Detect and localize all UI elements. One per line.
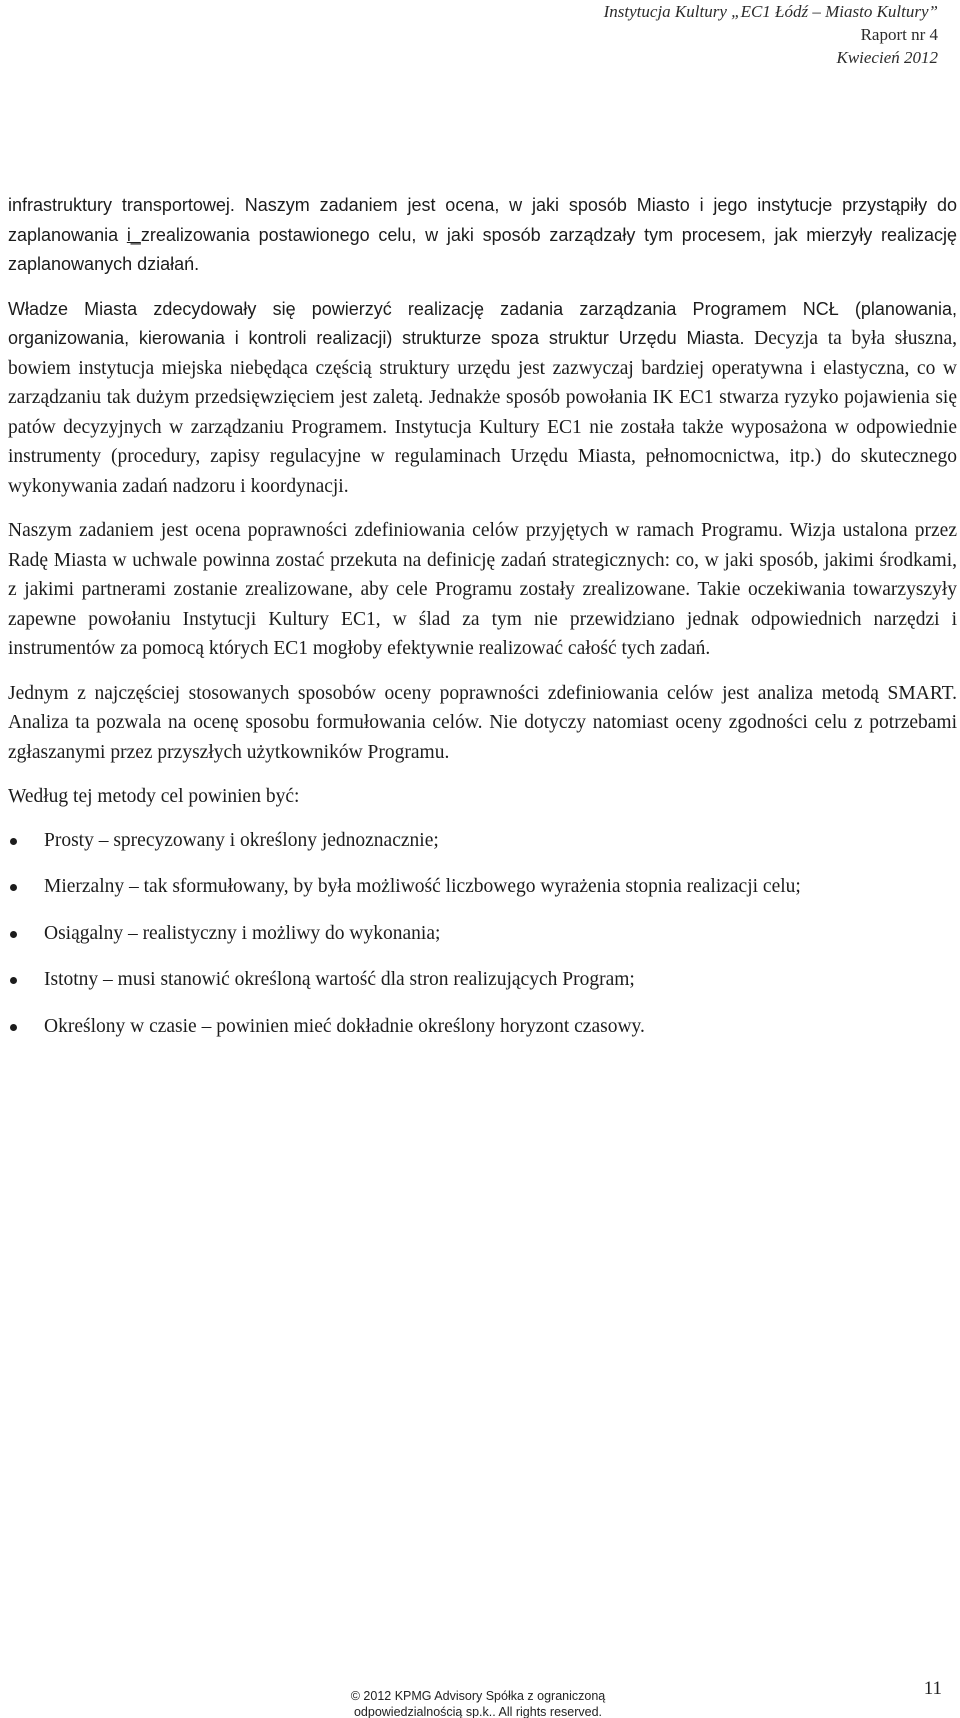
paragraph-1-start: infrastruktury transportowej.: [8, 195, 235, 215]
list-item-text: Osiągalny – realistyczny i możliwy do wykonania;: [44, 922, 441, 944]
paragraph-2: [8, 295, 957, 502]
paragraph-1-end: zrealizowania postawionego celu, w jaki sposób zarządzały tym procesem, jak mierzyły realizację zaplanowanych działań.: [8, 224, 958, 274]
page-number: 11: [923, 1678, 942, 1699]
paragraph-1-underlined: i_: [126, 224, 141, 245]
bullet-icon: [10, 931, 17, 938]
paragraph-1: [8, 191, 957, 280]
list-item-text: Mierzalny – tak sformułowany, by była możliwość liczbowego wyrażenia stopnia realizacji celu;: [44, 876, 801, 897]
main-text: [8, 191, 957, 1058]
paragraph-5: Według tej metody cel powinien być:: [8, 786, 300, 807]
paragraph-4: Jednym z najczęściej stosowanych sposobów oceny poprawności zdefiniowania celów jest analiza metodą SMART. Analiza ta pozwala na ocenę sposobu formułowania celów. Nie dotyczy natomiast oceny zgodności celu z potrzebami zgłaszanymi przez przyszłych użytkowników Programu.: [8, 682, 957, 763]
bullet-icon: [10, 838, 17, 845]
footer-copyright: © 2012 KPMG Advisory Spółka z ograniczoną: [350, 1689, 606, 1703]
bullet-icon: [10, 1024, 17, 1031]
header-institution: Instytucja Kultury „EC1 Łódź – Miasto Kultury”: [603, 2, 938, 21]
footer-rights: odpowiedzialnością sp.k.. All rights reserved.: [353, 1705, 603, 1718]
smart-criteria-list: [8, 826, 957, 1042]
list-item: [8, 965, 957, 995]
list-item-text: Określony w czasie – powinien mieć dokładnie określony horyzont czasowy.: [44, 1015, 645, 1037]
list-item-text: Prosty – sprecyzowany i określony jednoznacznie;: [44, 829, 439, 851]
paragraph-2-serif: Decyzja ta była słuszna, bowiem instytucja miejska niebędąca częścią struktury urzędu jest zazwyczaj bardziej operatywna i elastyczna, co w zarządzaniu tak dużym przedsięwzięciem jest zaletą. Jednakże sposób powołania IK EC1 stwarza ryzyko pojawienia się patów decyzyjnych w zarządzaniu Programem. Instytucja Kultury EC1 nie została także wyposażona w odpowiednie instrumenty (procedury, zapisy regulacyjne w regulaminach Urzędu Miasta, pełnomocnictwa, itp.) do skutecznego wykonywania zadań nadzoru i koordynacji.: [8, 328, 958, 497]
list-item-text: Istotny – musi stanowić określoną wartość dla stron realizujących Program;: [44, 969, 635, 990]
paragraph-2-sans: Władze Miasta zdecydowały się powierzyć realizację zadania zarządzania Programem NCŁ (planowania, organizowania, kierowania i kontroli realizacji) strukturze spoza struktur Urzędu Miasta.: [8, 298, 957, 348]
paragraph-3: Naszym zadaniem jest ocena poprawności zdefiniowania celów przyjętych w ramach Programu. Wizja ustalona przez Radę Miasta w uchwale powinna zostać przekuta na definicję zadań strategicznych: co, w jaki sposób, jakimi środkami, z jakimi partnerami zostanie zrealizowane, aby cele Programu zostały zrealizowane. Takie oczekiwania towarzyszyły zapewne powołaniu Instytucji Kultury EC1, w ślad za tym nie przewidziano jednak odpowiednich narzędzi i instrumentów za pomocą których EC1 mogłoby efektywnie realizować całość tych zadań.: [8, 520, 957, 659]
page-footer: [298, 1688, 658, 1718]
list-item: [8, 826, 957, 856]
list-item: [8, 872, 957, 902]
list-item: [8, 919, 957, 949]
page-header: [604, 0, 938, 69]
header-report: Raport nr 4: [860, 25, 938, 44]
list-item: [8, 1012, 957, 1042]
paragraph-1-mid: Naszym zadaniem jest ocena, w jaki sposób Miasto i jego instytucje przystąpiły do zaplanowania: [8, 195, 957, 245]
bullet-icon: [10, 977, 17, 984]
header-date: Kwiecień 2012: [836, 48, 938, 67]
bullet-icon: [10, 884, 17, 891]
